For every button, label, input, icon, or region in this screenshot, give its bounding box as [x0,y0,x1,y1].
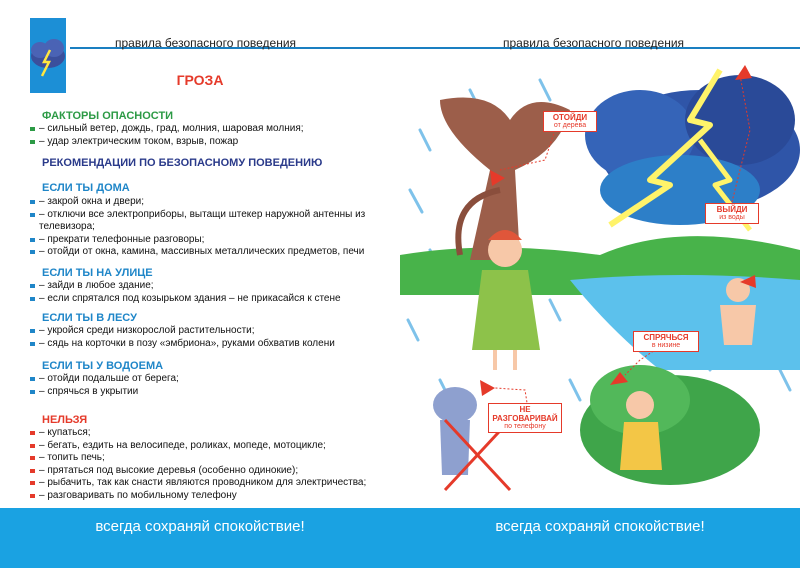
water [570,275,800,370]
list-item: – бегать, ездить на велосипеде, роликах, мопеде, мотоцикле; [30,440,395,453]
list-item: – отключи все электроприборы, вытащи штекер наружной антенны из телевизора; [30,209,395,234]
home-heading: ЕСЛИ ТЫ ДОМА [42,182,130,194]
right-page [400,0,800,568]
callout-hide-lowland: СПРЯЧЬСЯ в низине [633,331,699,352]
street-heading: ЕСЛИ ТЫ НА УЛИЦЕ [42,267,153,279]
list-item: – рыбачить, так как снасти являются проводником для электричества; [30,477,395,490]
water-list [30,373,395,398]
street-list [30,280,395,305]
header-title: правила безопасного поведения [115,36,297,50]
list-item: – отойди подальше от берега; [30,373,395,386]
callout-exit-water: ВЫЙДИ из воды [705,203,759,224]
footer-slogan: всегда сохраняй спокойствие! [495,518,705,535]
factors-heading: ФАКТОРЫ ОПАСНОСТИ [42,110,174,122]
forest-list [30,325,395,350]
list-item: – закрой окна и двери; [30,196,395,209]
footer-bar [400,508,800,568]
list-item: – сильный ветер, дождь, град, молния, шаровая молния; [30,123,395,136]
list-item: – купаться; [30,427,395,440]
list-item: – топить печь; [30,452,395,465]
callout-no-phone: НЕ РАЗГОВАРИВАЙ по телефону [488,403,562,433]
page-title: ГРОЗА [176,72,224,88]
forbidden-list [30,427,395,502]
list-item: – сядь на корточки в позу «эмбриона», руками обхватив колени [30,338,395,351]
list-item: – укройся среди низкорослой растительности; [30,325,395,338]
list-item: – прятаться под высокие деревья (особенно одинокие); [30,465,395,478]
storm-cloud-icon [585,75,800,225]
list-item: – отойди от окна, камина, массивных металлических предметов, печи [30,246,395,259]
list-item: – разговаривать по мобильному телефону [30,490,395,503]
thunderstorm-illustration [400,50,800,510]
factors-list [30,123,395,148]
footer-slogan: всегда сохраняй спокойствие! [95,518,305,535]
list-item: – зайди в любое здание; [30,280,395,293]
list-item: – удар электрическим током, взрыв, пожар [30,136,395,149]
list-item: – если спрятался под козырьком здания – не прикасайся к стене [30,293,395,306]
footer-bar [0,508,400,568]
recommendations-heading: РЕКОМЕНДАЦИИ ПО БЕЗОПАСНОМУ ПОВЕДЕНИЮ [42,157,323,169]
home-list [30,196,395,259]
forbidden-heading: НЕЛЬЗЯ [42,414,88,426]
callout-move-away: ОТОЙДИ от дерева [543,111,597,132]
forest-heading: ЕСЛИ ТЫ В ЛЕСУ [42,312,137,324]
list-item: – спрячься в укрытии [30,386,395,399]
header-title: правила безопасного поведения [503,36,685,50]
list-item: – прекрати телефонные разговоры; [30,234,395,247]
water-heading: ЕСЛИ ТЫ У ВОДОЕМА [42,360,164,372]
